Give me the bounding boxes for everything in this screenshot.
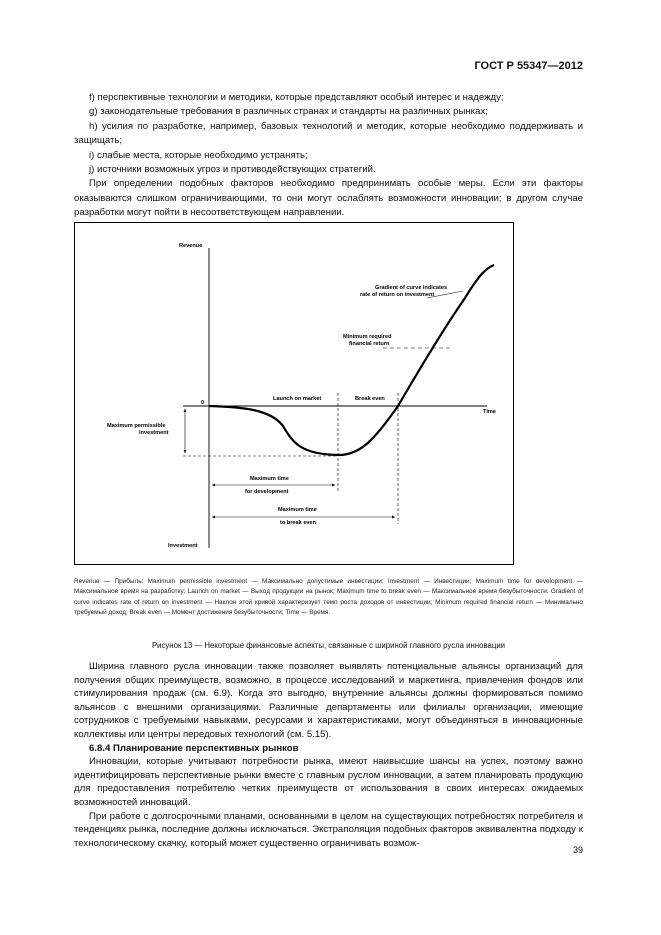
- section-heading: 6.8.4 Планирование перспективных рынков: [89, 742, 299, 754]
- max-investment-label-2: investment: [139, 430, 169, 436]
- investment-label: Investment: [168, 543, 198, 549]
- min-return-label-2: financial return: [349, 341, 390, 347]
- launch-label: Launch on market: [273, 396, 322, 402]
- gradient-label-2: rate of return on investment: [360, 292, 435, 298]
- max-dev-label-2: for development: [245, 489, 289, 495]
- max-dev-label-1: Maximum time: [250, 476, 289, 482]
- body-text: [74, 660, 583, 850]
- paragraph: При работе с долгосрочными планами, основанными в целом на существующих потребностях потребителя и тенденциях рынка, последние должны исключаться. Экстраполяция подобных факторов эквивалентна подходу к технологическому скачку, который может существенно ограничивать возмож-: [74, 810, 583, 849]
- requirements-list: [74, 91, 583, 221]
- figure-caption: Рисунок 13 — Некоторые финансовые аспекты, связанные с шириной главного русла инновации: [151, 641, 506, 650]
- list-item: g) законодательные требования в различных странах и стандарты на различных рынках;: [89, 106, 488, 118]
- list-item: h) усилия по разработке, например, базовых технологий и методик, которые необходимо поддерживать и защищать;: [74, 120, 583, 147]
- time-label: Time: [483, 409, 496, 415]
- break-even-label: Break even: [355, 396, 385, 402]
- list-item: j) источники возможных угроз и противодействующих стратегий.: [89, 164, 376, 176]
- list-item: i) слабые места, которые необходимо устранять;: [89, 149, 308, 161]
- revenue-label: Revenue: [179, 243, 203, 249]
- min-return-label-1: Minimum required: [343, 334, 392, 340]
- max-be-label-2: to break even: [280, 520, 317, 526]
- figure-13-diagram: [74, 222, 514, 565]
- paragraph: Инновации, которые учитывают потребности рынка, имеют наивысшие шансы на успех, поэтому важно идентифицировать перспективные рынки вместе с главным руслом инновации, а затем планировать продукцию для предоставления потребителю четких преимуществ от использования в своих интересах ожидаемых возможностей инноваций.: [74, 756, 583, 808]
- paragraph: При определении подобных факторов необходимо предпринимать особые меры. Если эти факторы оказываются слишком ограничивающими, то они могут ослаблять возможности инновации; в другом случае разработки могут пойти в несоответствующем направлении.: [74, 178, 583, 219]
- zero-label: 0: [201, 400, 205, 406]
- list-item: f) перспективные технологии и методики, которые представляют особый интерес и надежду;: [89, 92, 504, 103]
- gradient-label-1: Gradient of curve indicates: [375, 285, 448, 291]
- max-investment-label-1: Maximum permissible: [107, 423, 166, 429]
- max-be-label-1: Maximum time: [278, 507, 317, 513]
- page-number: 39: [572, 845, 583, 855]
- standard-code: ГОСТ Р 55347—2012: [474, 60, 583, 72]
- figure-legend: Revenue — Прибыль; Maximum permissible investment — Максимально допустимые инвестиции; Investment — Инвестиции; Maximum time for development — Максимальное время на разработку; Launch on market — Выход продукции на рынок; Maximum time to break even — Максимальное время безубыточности; Gradient of curve indicates rate of return on investment — Наклон этой кривой характеризует темп роста доходов от инвестиции; Minimum required financial return — Минимально требуемый доход; Break even — Момент достижения безубыточности; Time — Время.: [74, 578, 583, 616]
- paragraph: Ширина главного русла инновации также позволяет выявлять потенциальные альянсы организаций для получения общих преимуществ, возможно, в процессе исследований и маркетинга, привлечения фондов или стимулирования продаж (см. 6.9). Когда это выгодно, внутренние альянсы должны формироваться помимо альянсов с внешними организациями. Различные департаменты или филиалы организации, имеющие сотрудников с требуемыми навыками, ресурсами и характеристиками, могут объединяться в инновационные коллективы или центры передовых технологий (см. 5.15).: [74, 661, 583, 740]
